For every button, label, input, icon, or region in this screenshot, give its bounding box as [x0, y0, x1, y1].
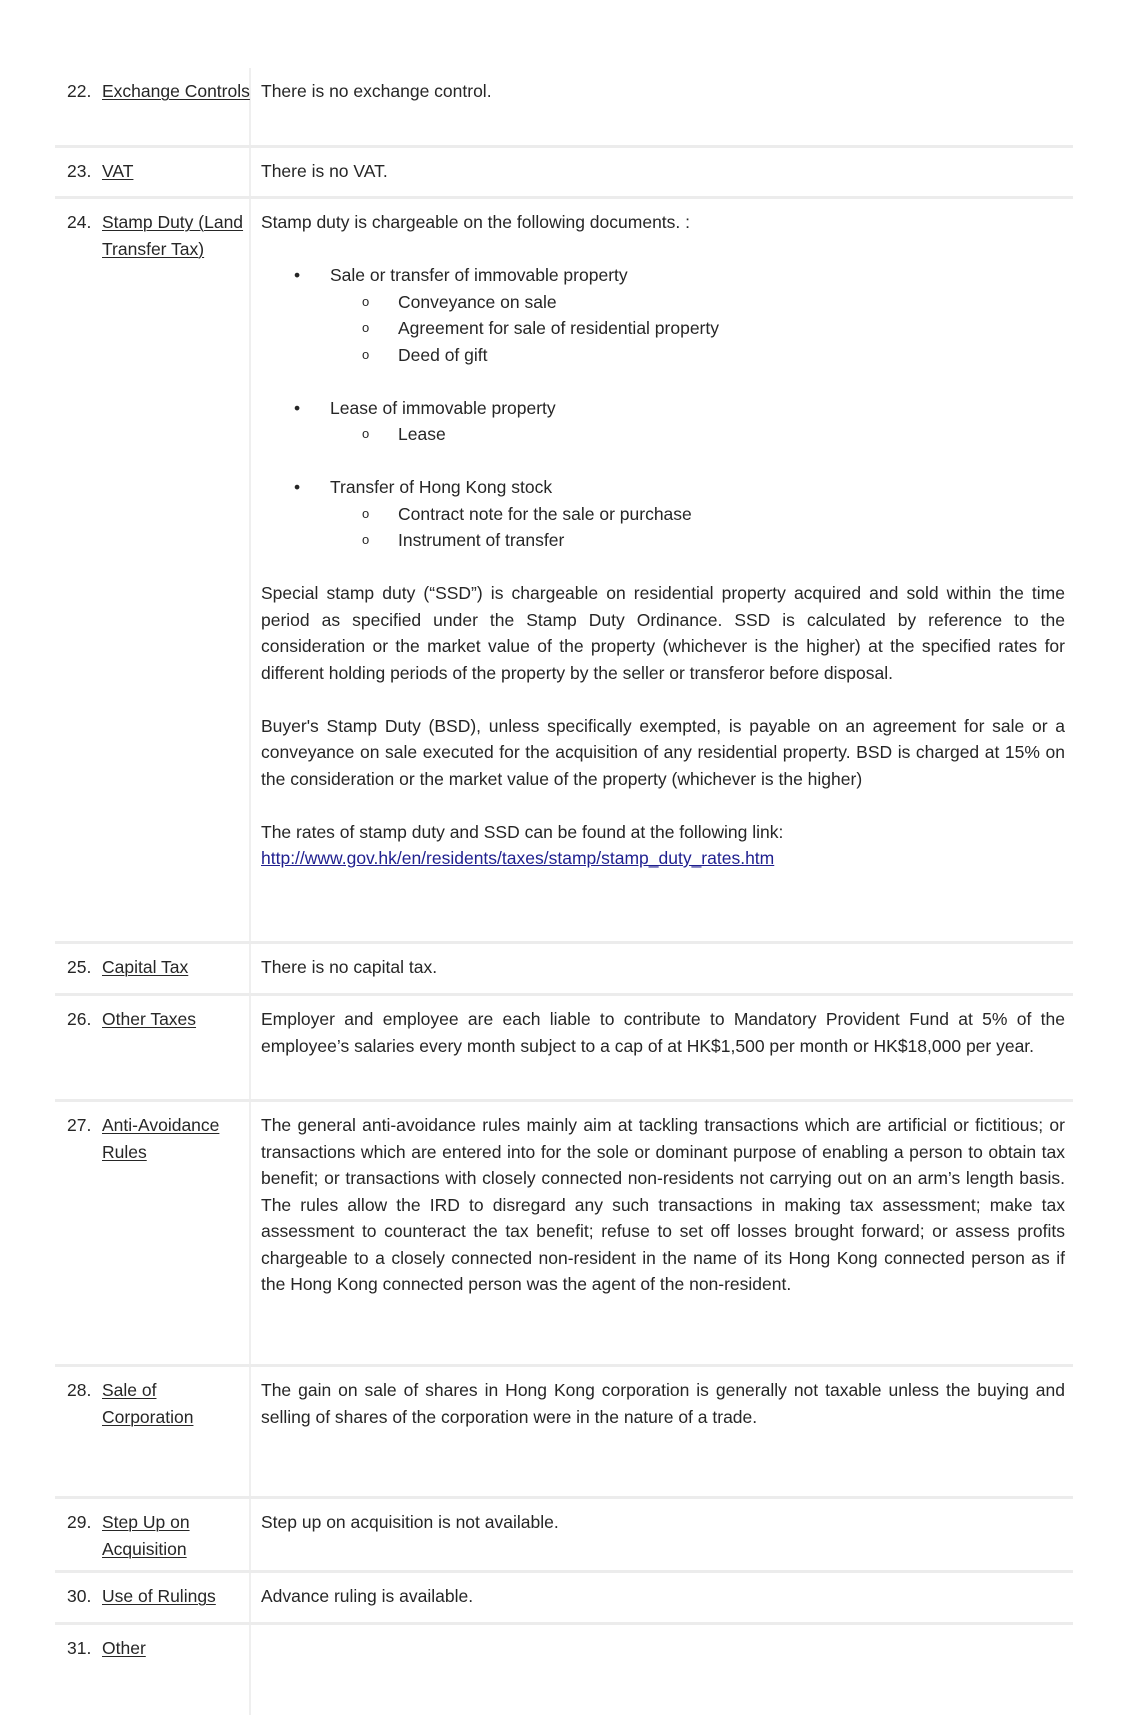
row-number: 23. [67, 161, 92, 181]
sub-list-item: o Lease [261, 421, 1065, 448]
row-label: Other [102, 1638, 146, 1658]
row-label: Anti-Avoidance Rules [102, 1115, 220, 1162]
row-text: Advance ruling is available. [261, 1586, 474, 1606]
table-row-use-of-rulings [55, 1573, 1073, 1625]
row-number: 31. [67, 1638, 92, 1658]
sub-bullet-icon: o [362, 505, 370, 521]
table-row-step-up [55, 1499, 1073, 1573]
sub-list-item: o Instrument of transfer [261, 527, 1065, 554]
row-number: 26. [67, 1009, 92, 1029]
sub-list-item: o Agreement for sale of residential property [261, 315, 1065, 342]
table-row-exchange-controls [55, 68, 1073, 148]
sub-bullet-icon: o [362, 320, 370, 335]
row-text: There is no capital tax. [261, 957, 438, 977]
row-number: 28. [67, 1380, 92, 1400]
row-text: There is no VAT. [261, 161, 388, 181]
table-row-sale-of-corporation [55, 1367, 1073, 1499]
table-row-stamp-duty [55, 199, 1073, 944]
row-label: Capital Tax [102, 957, 189, 977]
bullet-icon: • [294, 265, 301, 285]
bsd-paragraph: Buyer's Stamp Duty (BSD), unless specifically exempted, is payable on an agreement for sale or a conveyance on sale executed for the acquisition of any residential property. BSD is charged at 15% on the consideration or the market value of the property (whichever is the higher) [261, 715, 1065, 789]
table-row-capital-tax [55, 944, 1073, 996]
list-item: • Lease of immovable property [261, 395, 1065, 422]
row-number: 30. [67, 1586, 92, 1606]
row-label: Step Up on Acquisition [102, 1512, 190, 1559]
ssd-paragraph: Special stamp duty (“SSD”) is chargeable on residential property acquired and sold within the time period as specified under the Stamp Duty Ordinance. SSD is calculated by reference to the consideration or the market value of the property (whichever is the higher) at the specified rates for different holding periods of the property by the seller or transferor before disposal. [261, 583, 1065, 683]
table-row-vat [55, 148, 1073, 199]
sub-list-item: o Contract note for the sale or purchase [261, 501, 1065, 528]
row-label: Use of Rulings [102, 1586, 216, 1606]
sub-bullet-icon: o [362, 346, 370, 362]
rates-intro: The rates of stamp duty and SSD can be found at the following link: [261, 821, 784, 842]
row-label: Exchange Controls [102, 81, 250, 101]
column-divider [249, 199, 251, 941]
sub-bullet-icon: o [362, 532, 370, 547]
sub-list-item: o Deed of gift [261, 342, 1065, 369]
bullet-icon: • [294, 397, 301, 418]
row-text: The general anti-avoidance rules mainly aim at tackling transactions which are artificial or fictitious; or transactions which are entered into for the sole or dominant purpose of enabling a person to obtain tax benefit; or transactions with closely connected non-residents not carrying out on an arm’s length basis. The rules allow the IRD to disregard any such transactions in making tax assessment; make tax assessment to counteract the tax benefit; refuse to set off losses brought forward; or assess profits chargeable to a closely connected non-resident in the name of its Hong Kong connected person as if the Hong Kong connected person was the agent of the non-resident. [261, 1115, 1065, 1294]
row-number: 22. [67, 81, 92, 101]
row-text: Step up on acquisition is not available. [261, 1512, 559, 1532]
table-row-other [55, 1625, 1073, 1715]
row-label: Stamp Duty (Land Transfer Tax) [102, 212, 244, 259]
bullet-icon: • [294, 477, 301, 497]
table-row-anti-avoidance [55, 1102, 1073, 1367]
row-number: 25. [67, 957, 92, 977]
table-row-other-taxes [55, 996, 1073, 1102]
row-label: Sale of Corporation [102, 1380, 194, 1427]
list-item: • Sale or transfer of immovable property [261, 262, 1065, 289]
row-text: There is no exchange control. [261, 81, 492, 101]
row-number: 27. [67, 1115, 92, 1135]
row-text: Employer and employee are each liable to contribute to Mandatory Provident Fund at 5% of the employee’s salaries every month subject to a cap of at HK$1,500 per month or HK$18,000 per year. [261, 1009, 1065, 1056]
sub-list-item: o Conveyance on sale [261, 289, 1065, 316]
row-text: The gain on sale of shares in Hong Kong corporation is generally not taxable unless the buying and selling of shares of the corporation were in the nature of a trade. [261, 1380, 1065, 1427]
row-label: VAT [102, 161, 134, 181]
row-number: 24. [67, 212, 92, 232]
sub-bullet-icon: o [362, 293, 370, 309]
list-item: • Transfer of Hong Kong stock [261, 474, 1065, 501]
row-label: Other Taxes [102, 1009, 197, 1029]
stamp-duty-rates-link[interactable]: http://www.gov.hk/en/residents/taxes/stamp/stamp_duty_rates.htm [261, 848, 775, 868]
stamp-duty-intro: Stamp duty is chargeable on the following documents. : [261, 212, 690, 232]
row-number: 29. [67, 1512, 92, 1532]
sub-bullet-icon: o [362, 426, 370, 441]
